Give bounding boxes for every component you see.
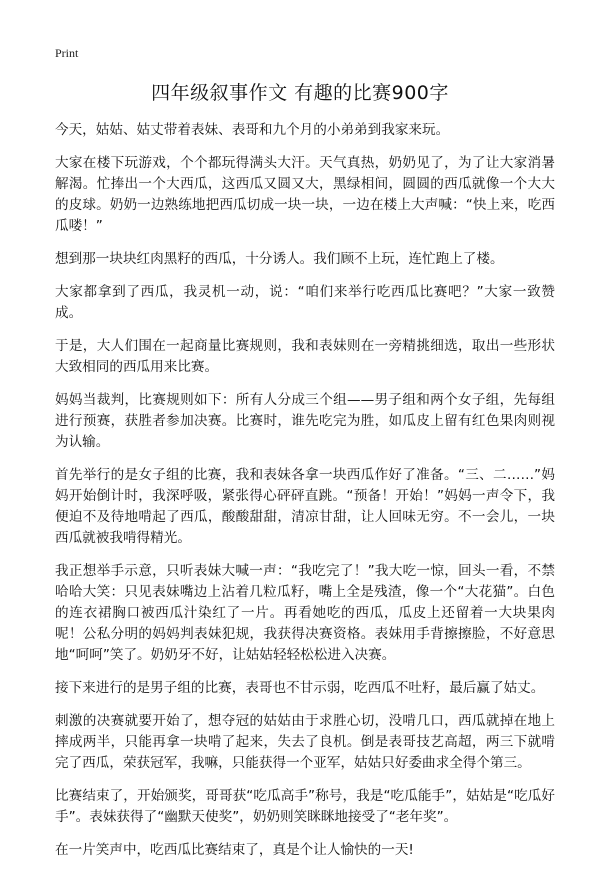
paragraph: 在一片笑声中，吃西瓜比赛结束了，真是个让人愉快的一天! [55,842,414,858]
paragraph: 我正想举手示意，只听表妹大喊一声：“我吃完了！”我大吃一惊，回头一看，不禁哈哈大笑：只见表妹嘴边上沾着几粒瓜籽，嘴上全是残渣，像一个“大花猫”。白色的连衣裙胸口被西瓜汁染红了一片。再看她吃的西瓜，瓜皮上还留着一大块果肉呢！公私分明的妈妈判表妹犯规，我获得决赛资格。表妹用手背擦擦脸，不好意思地“呵呵”笑了。奶奶牙不好，让姑姑轻轻松松进入决赛。 [55,563,555,663]
paragraph: 首先举行的是女子组的比赛，我和表妹各拿一块西瓜作好了准备。“三、二……”妈妈开始倒计时，我深呼吸，紧张得心砰砰直跳。“预备！开始！”妈妈一声令下，我便迫不及待地啃起了西瓜，酸酸甜甜，清凉甘甜，让人回味无穷。不一会儿，一块西瓜就被我啃得精光。 [55,467,555,546]
paragraph: 想到那一块块红肉黑籽的西瓜，十分诱人。我们顾不上玩，连忙跑上了楼。 [55,251,504,267]
paragraph: 刺激的决赛就要开始了，想夺冠的姑姑由于求胜心切，没啃几口，西瓜就掉在地上摔成两半，只能再拿一块啃了起来，失去了良机。倒是表哥技艺高超，两三下就啃完了西瓜，荣获冠军，我嘛，只能获得一个亚军，姑姑只好委曲求全得个第三。 [55,713,555,771]
paragraph: 大家在楼下玩游戏，个个都玩得满头大汗。天气真热，奶奶见了，为了让大家消暑解渴。忙捧出一个大西瓜，这西瓜又圆又大，黑绿相间，圆圆的西瓜就像一个大大的皮球。奶奶一边熟练地把西瓜切成一块一块，一边在楼上大声喊：“快上来，吃西瓜喽！” [55,155,555,234]
print-link[interactable]: Print [55,46,79,60]
paragraph: 今天，姑姑、姑丈带着表妹、表哥和九个月的小弟弟到我家来玩。 [55,122,450,138]
paragraph: 比赛结束了，开始颁奖，哥哥获“吃瓜高手”称号，我是“吃瓜能手”，姑姑是“吃瓜好手”。表妹获得了“幽默天使奖”，奶奶则笑眯眯地接受了“老年奖”。 [55,788,555,825]
article-body [55,120,555,873]
paragraph: 接下来进行的是男子组的比赛，表哥也不甘示弱，吃西瓜不吐籽，最后赢了姑丈。 [55,680,545,696]
paragraph: 大家都拿到了西瓜，我灵机一动，说：“咱们来举行吃西瓜比赛吧？”大家一致赞成。 [55,284,555,321]
paragraph: 于是，大人们围在一起商量比赛规则，我和表妹则在一旁精挑细选，取出一些形状大致相同的西瓜用来比赛。 [55,338,555,375]
paragraph: 妈妈当裁判，比赛规则如下：所有人分成三个组——男子组和两个女子组，先每组进行预赛，获胜者参加决赛。比赛时，谁先吃完为胜，如瓜皮上留有红色果肉则视为认输。 [55,392,555,450]
page-title: 四年级叙事作文 有趣的比赛900字 [151,82,449,104]
